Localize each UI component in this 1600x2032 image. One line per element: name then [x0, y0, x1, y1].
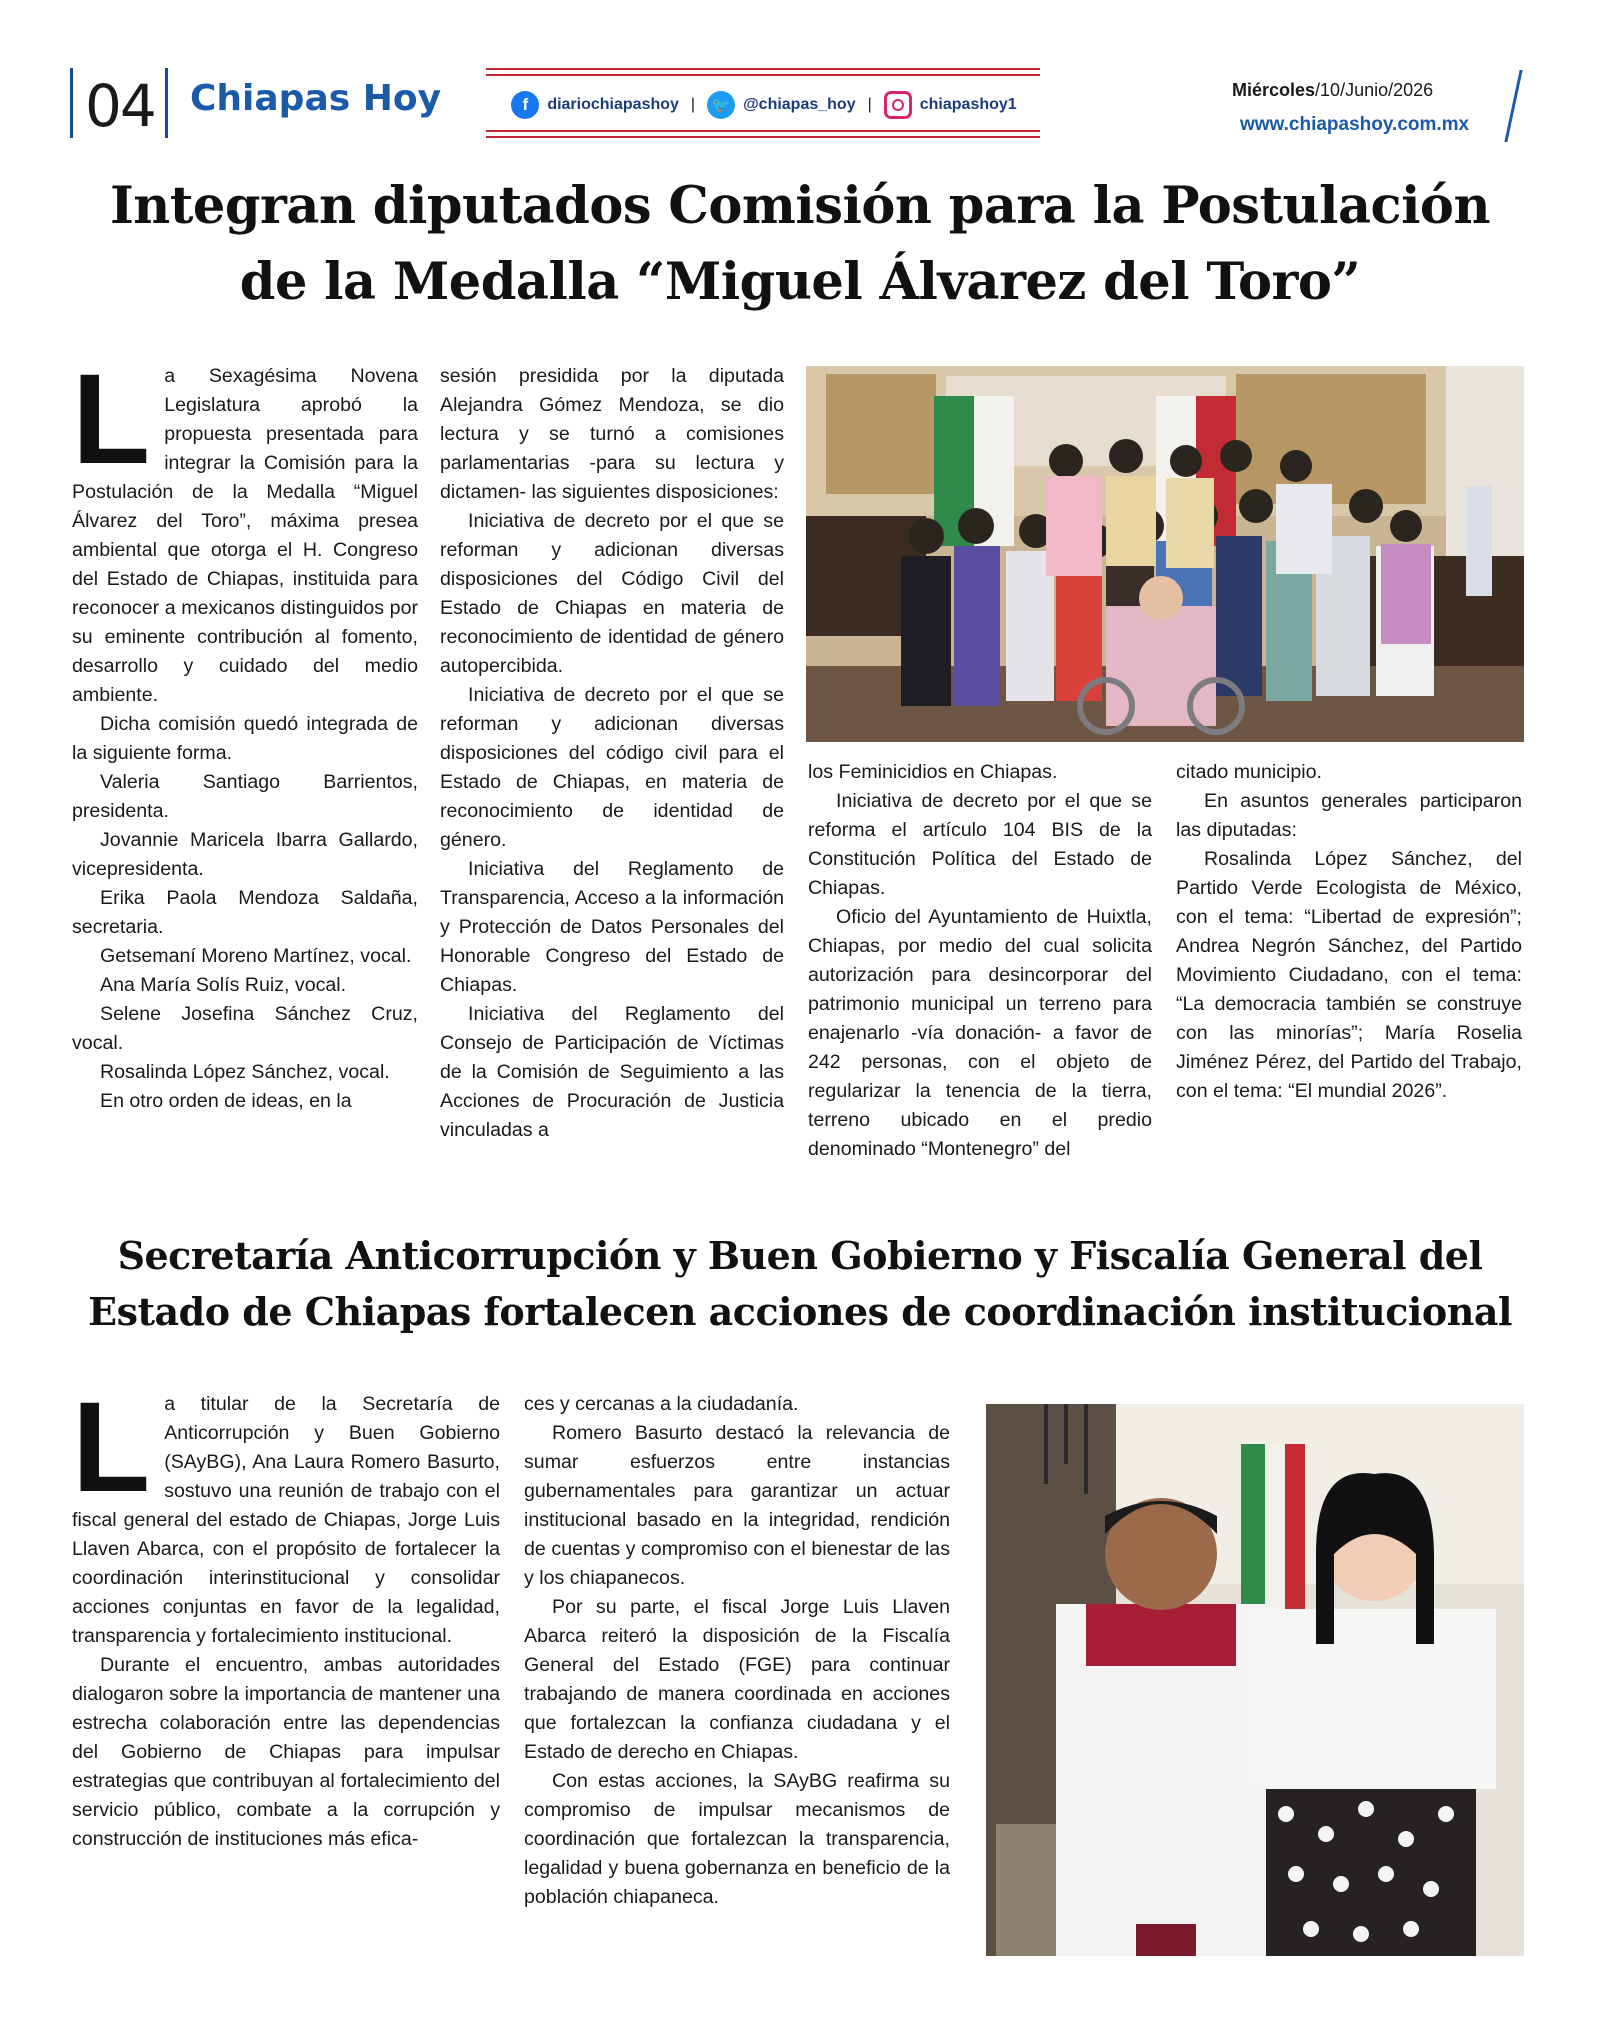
social-rule-bottom: [486, 130, 1040, 132]
article1-photo-legislators: [806, 366, 1524, 742]
paragraph: Selene Josefina Sánchez Cruz, vocal.: [72, 1003, 418, 1054]
article1-dropcap: L: [72, 348, 151, 491]
article2-headline-line1: Secretaría Anticorrupción y Buen Gobierno y Fiscalía General del: [117, 1233, 1483, 1278]
paragraph: Dicha comisión quedó integrada de la siguiente forma.: [72, 713, 418, 764]
instagram-handle[interactable]: chiapashoy1: [919, 96, 1017, 113]
article1-headline-line1: Integran diputados Comisión para la Postulación: [109, 176, 1491, 236]
header-slash-decoration: [1504, 70, 1522, 142]
article1-column-3: [808, 758, 1152, 1164]
article2-photo-officials: [986, 1404, 1524, 1956]
paragraph: sesión presidida por la diputada Alejandra Gómez Mendoza, se dio lectura y se turnó a comisiones parlamentarias -para su lectura y dictamen- las siguientes disposiciones:: [440, 365, 784, 503]
paragraph: Ana María Solís Ruiz, vocal.: [100, 974, 347, 996]
officials-photo-illustration: [986, 1404, 1524, 1956]
paragraph: Durante el encuentro, ambas autoridades dialogaron sobre la importancia de mantener una estrecha colaboración entre las dependencias del Gobierno de Chiapas para impulsar estrategias que contribuyan al fortalecimiento del servicio público, combate a la corrupción y construcción de instituciones más efica-: [72, 1654, 500, 1850]
article1-column-2: [440, 362, 784, 1145]
paragraph: Romero Basurto destacó la relevancia de sumar esfuerzos entre instancias gubernamentales para garantizar un actuar institucional basado en la integridad, rendición de cuentas y compromiso con el bienestar de las y los chiapanecos.: [524, 1422, 950, 1589]
paragraph: Getsemaní Moreno Martínez, vocal.: [100, 945, 412, 967]
paragraph: a Sexagésima Novena Legislatura aprobó la propuesta presentada para integrar la Comisión para la Postulación de la Medalla “Miguel Álvarez del Toro”, máxima presea ambiental que otorga el H. Congreso del Estado de Chiapas, instituida para reconocer a mexicanos distinguidos por su eminente contribución al fomento, desarrollo y cuidado del medio ambiente.: [72, 365, 418, 706]
paragraph: ces y cercanas a la ciudadanía.: [524, 1393, 799, 1415]
paragraph: Iniciativa de decreto por el que se reforman y adicionan diversas disposiciones del Código Civil del Estado de Chiapas en materia de reconocimiento de identidad de género autopercibida.: [440, 510, 784, 677]
paragraph: Con estas acciones, la SAyBG reafirma su compromiso de impulsar mecanismos de coordinación que fortalezcan la transparencia, legalidad y buena gobernanza en beneficio de la población chiapaneca.: [524, 1770, 950, 1908]
date-day: Miércoles: [1232, 80, 1316, 100]
social-rule-top: [486, 68, 1040, 70]
issue-date: [1232, 80, 1433, 101]
twitter-handle[interactable]: @chiapas_hoy: [743, 96, 856, 113]
page-number-box: [70, 68, 168, 138]
article2-headline-line2: Estado de Chiapas fortalecen acciones de coordinación institucional: [88, 1289, 1512, 1334]
group-photo-illustration: [806, 366, 1524, 742]
article2-column-2: [524, 1390, 950, 1912]
paragraph: citado municipio.: [1176, 761, 1322, 783]
paragraph: Valeria Santiago Barrientos, presidenta.: [72, 771, 418, 822]
paragraph: Por su parte, el fiscal Jorge Luis Llaven Abarca reiteró la disposición de la Fiscalía General del Estado (FGE) para continuar trabajando de manera coordinada en acciones que fortalezcan la confianza ciudadana y el Estado de derecho en Chiapas.: [524, 1596, 950, 1763]
facebook-handle[interactable]: diariochiapashoy: [547, 96, 679, 113]
paragraph: Iniciativa de decreto por el que se reforma el artículo 104 BIS de la Constitución Política del Estado de Chiapas.: [808, 790, 1152, 899]
social-separator: |: [867, 96, 872, 113]
social-separator: |: [690, 96, 696, 113]
article2-headline: [40, 1228, 1560, 1340]
paragraph: Oficio del Ayuntamiento de Huixtla, Chiapas, por medio del cual solicita autorización para desincorporar del patrimonio municipal un terreno para enajenarlo -vía donación- a favor de 242 personas, con el objeto de regularizar la tenencia de la tierra, terreno ubicado en el predio denominado “Montenegro” del: [808, 906, 1152, 1160]
page-number: 04: [85, 72, 155, 140]
section-name: Chiapas Hoy: [190, 78, 442, 119]
website-link[interactable]: www.chiapashoy.com.mx: [1240, 114, 1470, 135]
paragraph: En asuntos generales participaron las diputadas:: [1176, 790, 1522, 841]
paragraph: a titular de la Secretaría de Anticorrupción y Buen Gobierno (SAyBG), Ana Laura Romero Basurto, sostuvo una reunión de trabajo con el fiscal general del estado de Chiapas, Jorge Luis Llaven Abarca, con el propósito de fortalecer la coordinación interinstitucional y consolidar acciones conjuntas en favor de la legalidad, transparencia y fortalecimiento institucional.: [72, 1393, 500, 1647]
article2-dropcap: L: [72, 1376, 151, 1519]
instagram-icon: [884, 91, 912, 119]
paragraph: Iniciativa del Reglamento del Consejo de Participación de Víctimas de la Comisión de Seguimiento a las Acciones de Procuración de Justicia vinculadas a: [440, 1003, 784, 1141]
twitter-icon: 🐦: [707, 91, 735, 119]
paragraph: Iniciativa del Reglamento de Transparencia, Acceso a la información y Protección de Datos Personales del Honorable Congreso del Estado de Chiapas.: [440, 858, 784, 996]
paragraph: Rosalinda López Sánchez, del Partido Verde Ecologista de México, con el tema: “Libertad de expresión”; Andrea Negrón Sánchez, del Partido Movimiento Ciudadano, con el tema: “La democracia también se construye con las minorías”; María Roselia Jiménez Pérez, del Partido del Trabajo, con el tema: “El mundial 2026”.: [1176, 848, 1522, 1102]
paragraph: los Feminicidios en Chiapas.: [808, 761, 1058, 783]
social-bar: [486, 68, 1040, 138]
article2-column-1: [72, 1376, 500, 1854]
paragraph: Iniciativa de decreto por el que se reforman y adicionan diversas disposiciones del código civil para el Estado de Chiapas, en materia de reconocimiento de identidad de género.: [440, 684, 784, 851]
article1-headline-line2: de la Medalla “Miguel Álvarez del Toro”: [239, 252, 1361, 312]
paragraph: Jovannie Maricela Ibarra Gallardo, vicepresidenta.: [72, 829, 418, 880]
article1-column-1: [72, 348, 418, 1116]
social-rule-bottom-2: [486, 136, 1040, 138]
paragraph: Erika Paola Mendoza Saldaña, secretaria.: [72, 887, 418, 938]
date-rest: /10/Junio/2026: [1315, 80, 1434, 100]
article1-column-4: [1176, 758, 1522, 1106]
facebook-icon: f: [511, 91, 539, 119]
paragraph: En otro orden de ideas, en la: [100, 1090, 352, 1112]
social-rule-top-2: [486, 74, 1040, 76]
paragraph: Rosalinda López Sánchez, vocal.: [100, 1061, 390, 1083]
article1-headline: [40, 168, 1560, 320]
